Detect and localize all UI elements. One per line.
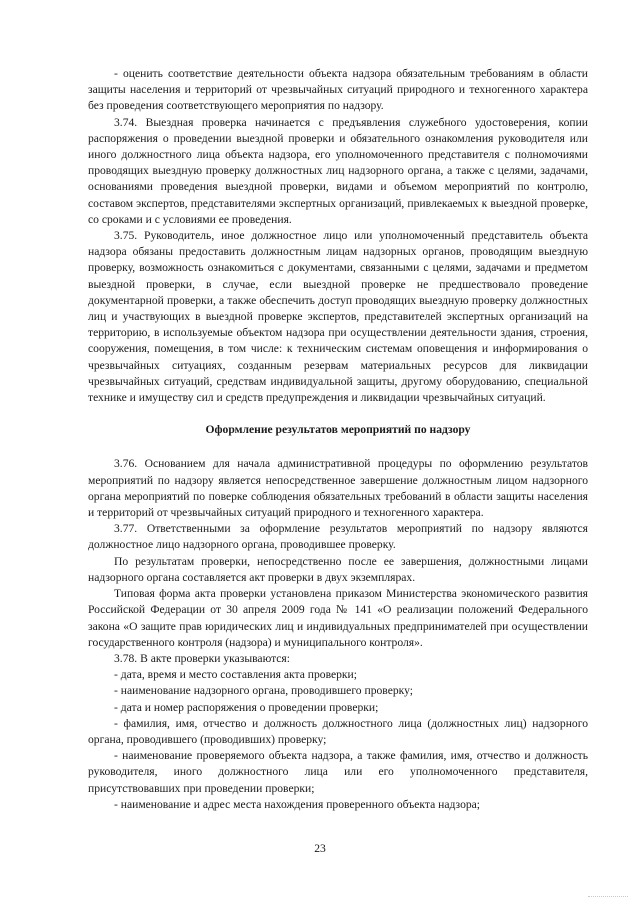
paragraph-results: По результатам проверки, непосредственно после ее завершения, должностными лицами надзорного органа составляется акт проверки в двух экземплярах. (88, 554, 588, 584)
paragraph-bullet-assess: - оценить соответствие деятельности объекта надзора обязательным требованиям в области защиты населения и территорий от чрезвычайных ситуаций природного и техногенного характера без проведения соответствующего мероприятия по надзору. (88, 67, 588, 113)
list-item-order-number: - дата и номер распоряжения о проведении проверки; (114, 700, 379, 714)
list-item-object-address: - наименование и адрес места нахождения проверенного объекта надзора; (114, 797, 481, 811)
scan-artifact (588, 896, 628, 899)
document-page (88, 66, 588, 813)
list-item-date-time: - дата, время и место составления акта проверки; (114, 668, 357, 682)
paragraph-3-76: 3.76. Основанием для начала административной процедуры по оформлению результатов мероприятий по надзору является непосредственное завершение должностным лицом надзорного органа мероприятий по поверке соблюдения обязательных требований в области защиты населения и территорий от чрезвычайных ситуаций природного и техногенного характера. (88, 457, 588, 520)
paragraph-3-78: 3.78. В акте проверки указываются: (114, 651, 290, 665)
paragraph-typical-form: Типовая форма акта проверки установлена приказом Министерства экономического развития Российской Федерации от 30 апреля 2009 года № 141 «О реализации положений Федерального закона «О защите прав юридических лиц и индивидуальных предпринимателей при осуществлении государственного контроля (надзора) и муниципального контроля». (88, 587, 588, 649)
paragraph-3-74: 3.74. Выездная проверка начинается с предъявления служебного удостоверения, копии распоряжения о проведении выездной проверки и обязательного ознакомления руководителя или иного должностного лица объекта надзора, его уполномоченного представителя с полномочиями проводящих выездную проверку должностных лиц надзорного органа, а также с целями, задачами, основаниями проведения выездной проверки, видами и объемом мероприятий по контролю, составом экспертов, представителями экспертных организаций, привлекаемых к выездной проверке, со сроками и с условиями ее проведения. (88, 115, 588, 226)
list-item-inspector-name: - фамилия, имя, отчество и должность должностного лица (должностных лиц) надзорного органа, проводившего (проводивших) проверку; (88, 716, 588, 746)
page-number: 23 (314, 842, 326, 855)
section-heading: Оформление результатов мероприятий по надзору (205, 423, 471, 437)
list-item-object-name: - наименование проверяемого объекта надзора, а также фамилия, имя, отчество и должность руководителя, иного должностного лица или его уполномоченного представителя, присутствовавших при проведении проверки; (88, 749, 588, 795)
paragraph-3-77: 3.77. Ответственными за оформление результатов мероприятий по надзору являются должностное лицо надзорного органа, проводившее проверку. (88, 522, 588, 552)
paragraph-3-75: 3.75. Руководитель, иное должностное лицо или уполномоченный представитель объекта надзора обязаны предоставить должностным лицам надзорных органов, проводящим выездную проверку, возможность ознакомиться с документами, связанными с целями, задачами и предметом выездной проверки, в случае, если выездной проверке не предшествовало проведение документарной проверки, а также обеспечить доступ проводящих выездную проверку должностных лиц и участвующих в выездной проверке экспертов, представителей экспертных организаций на территорию, в используемые объектом надзора при осуществлении деятельности здания, строения, сооружения, помещения, в том числе: к техническим системам оповещения и информирования о чрезвычайных ситуациях, созданным резервам материальных ресурсов для ликвидации чрезвычайных ситуаций, средствам индивидуальной защиты, другому оборудованию, специальной технике и имуществу сил и средств предупреждения и ликвидации чрезвычайных ситуаций. (88, 229, 588, 405)
list-item-authority-name: - наименование надзорного органа, проводившего проверку; (114, 684, 413, 698)
